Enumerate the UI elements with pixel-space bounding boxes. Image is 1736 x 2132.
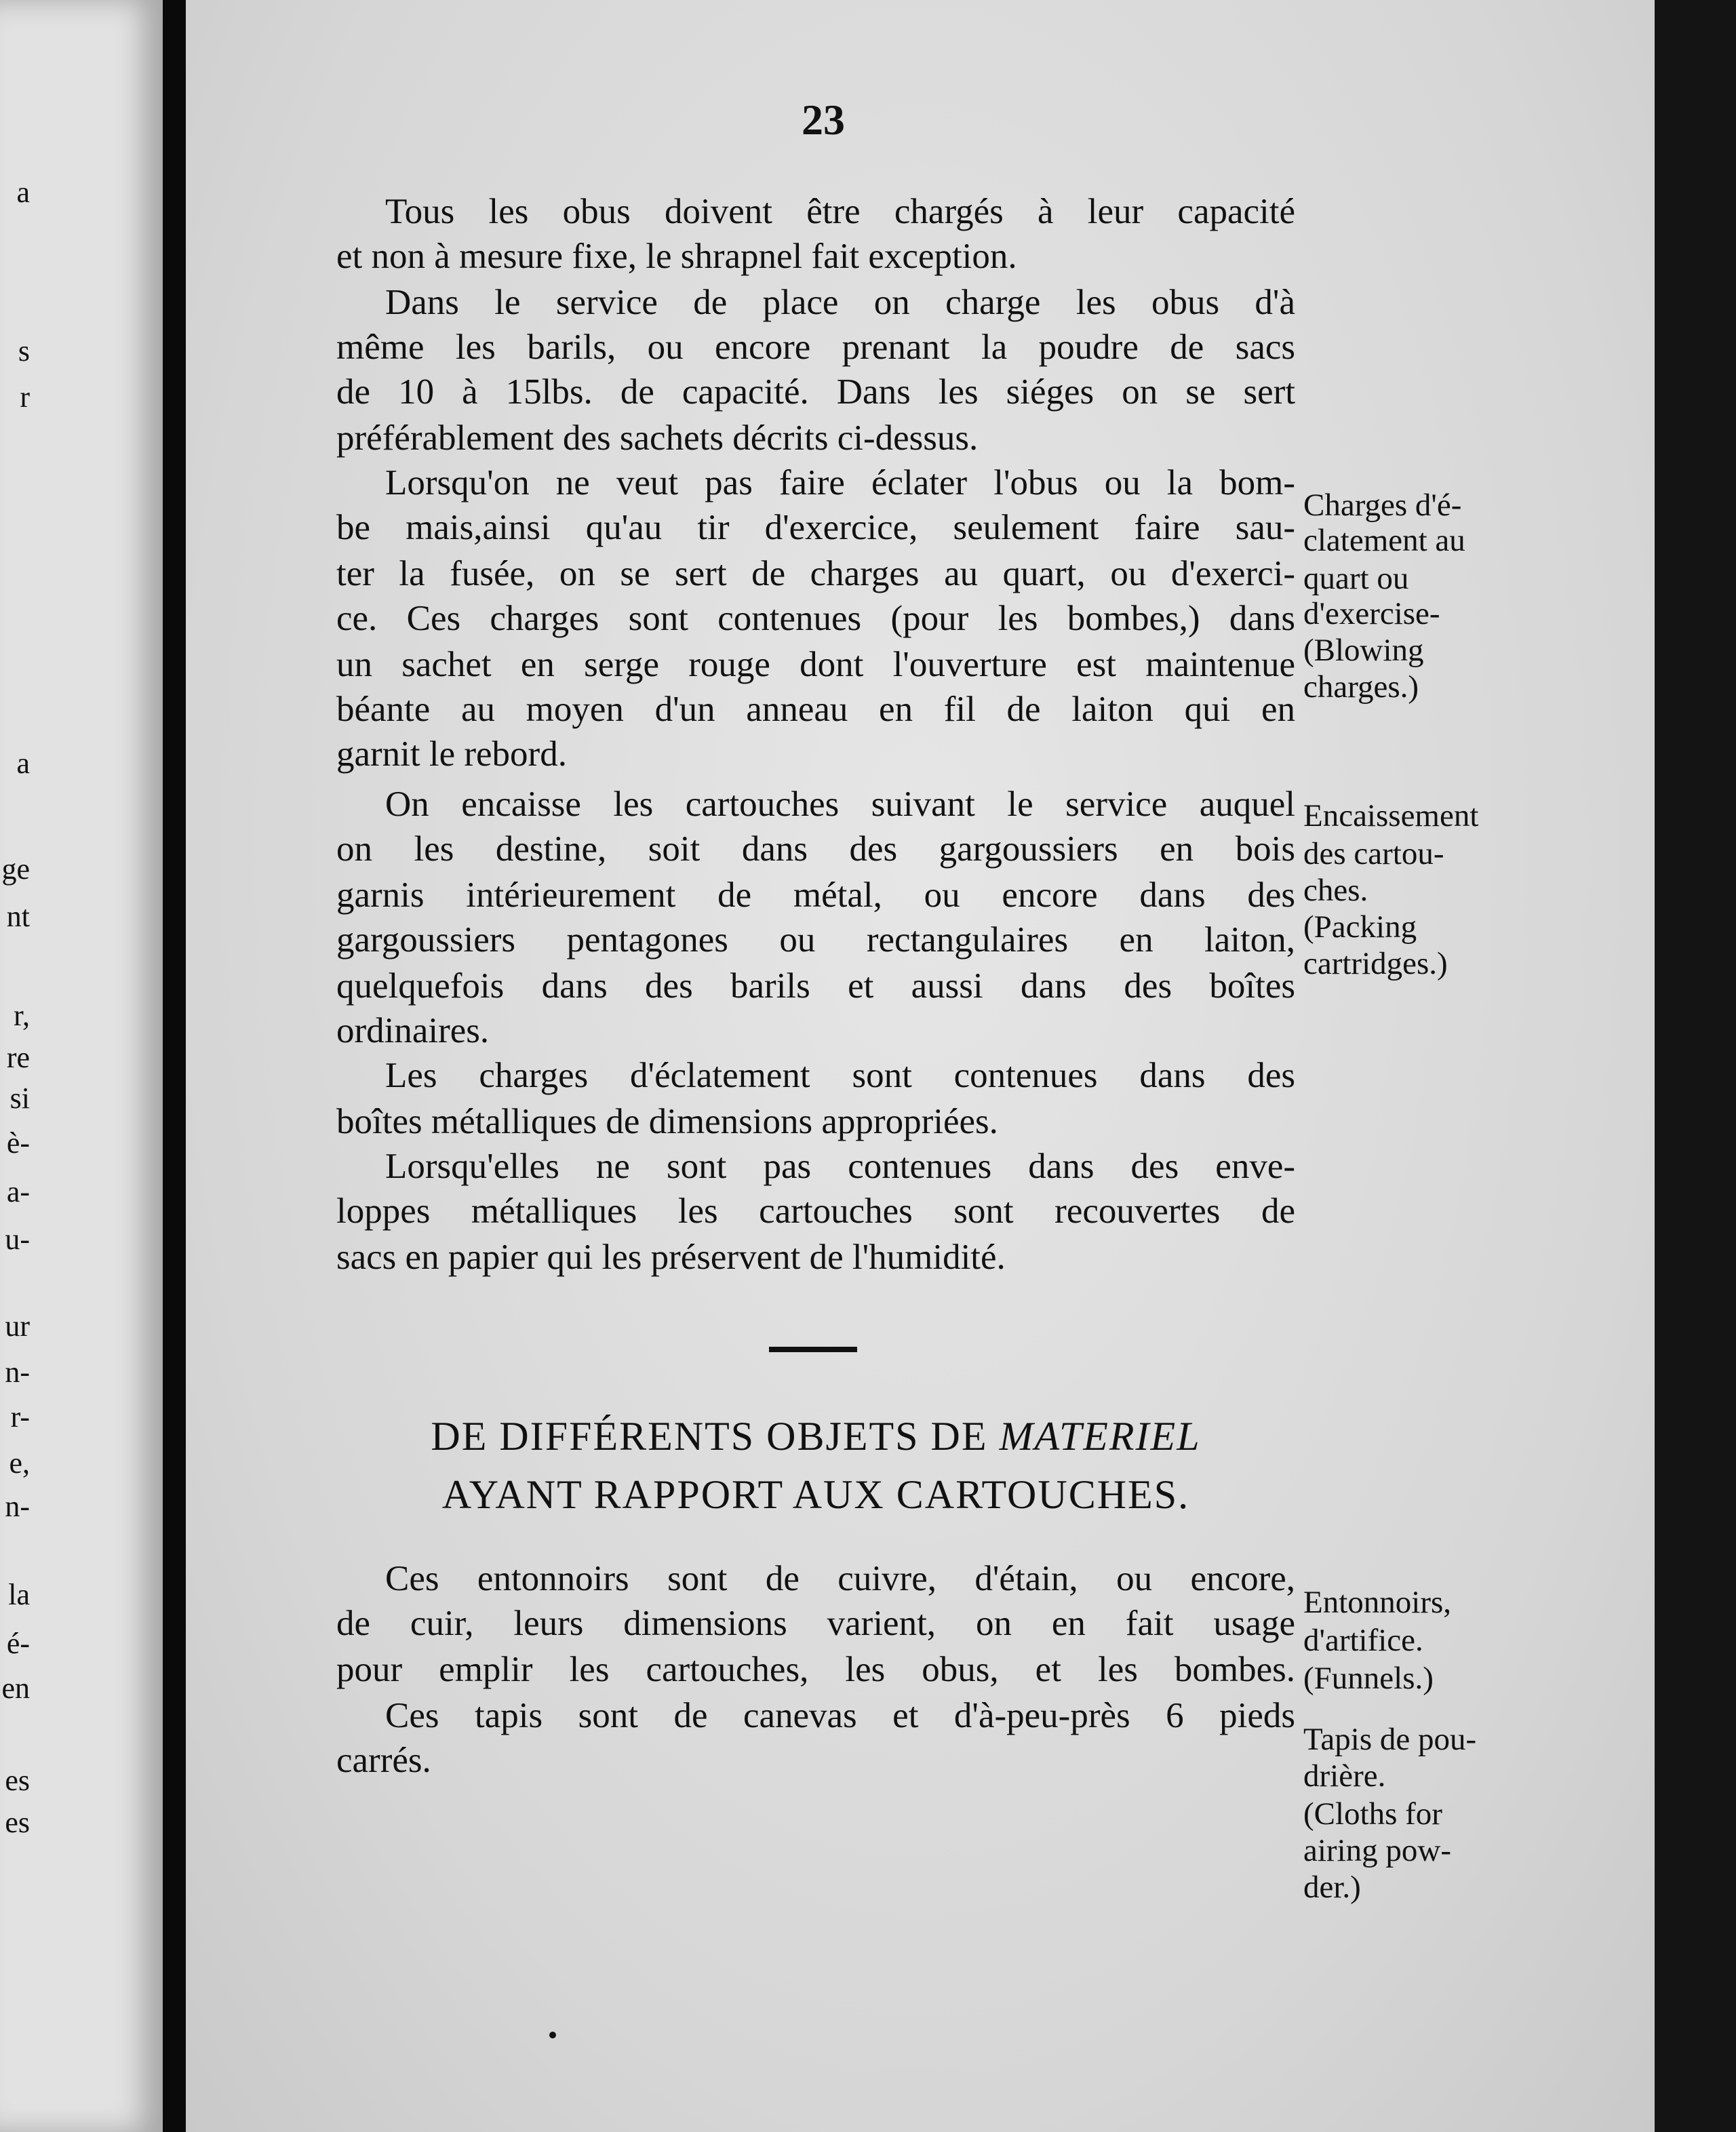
body-line: quelquefois dans des barils et aussi dans des boîtes	[336, 966, 1295, 1006]
margin-note: der.)	[1303, 1870, 1361, 1905]
body-line: Lorsqu'elles ne sont pas contenues dans des enve-	[385, 1147, 1295, 1186]
section-heading-text: DE DIFFÉRENTS OBJETS DE	[431, 1414, 988, 1459]
margin-note: (Packing	[1303, 909, 1417, 945]
margin-note: charges.)	[1303, 669, 1419, 705]
section-line: Ces tapis sont de canevas et d'à-peu-près 6 pieds	[385, 1696, 1295, 1735]
body-line: be mais,ainsi qu'au tir d'exercice, seulement faire sau-	[336, 508, 1295, 547]
section-line: de cuir, leurs dimensions varient, on en fait usage	[336, 1604, 1295, 1643]
facing-page-text: r,	[14, 999, 30, 1032]
body-line: Les charges d'éclatement sont contenues dans des	[385, 1056, 1295, 1095]
facing-page-text: a-	[6, 1175, 30, 1208]
body-line: Lorsqu'on ne veut pas faire éclater l'obus ou la bom-	[385, 463, 1295, 502]
facing-page-text: u-	[5, 1223, 30, 1256]
body-line: garnit le rebord.	[336, 734, 567, 774]
body-line: on les destine, soit dans des gargoussiers en bois	[336, 829, 1295, 869]
page-edge-shadow	[1655, 0, 1736, 2132]
body-line: ce. Ces charges sont contenues (pour les bombes,) dans	[336, 599, 1295, 638]
section-divider	[769, 1347, 857, 1352]
section-heading-italic: MATERIEL	[999, 1414, 1201, 1459]
body-line: loppes métalliques les cartouches sont recouvertes de	[336, 1191, 1295, 1231]
page-number: 23	[802, 96, 845, 144]
facing-page-text: è-	[6, 1126, 30, 1160]
margin-note: des cartou-	[1303, 836, 1444, 871]
body-line: de 10 à 15lbs. de capacité. Dans les siéges on se sert	[336, 372, 1295, 412]
body-line: préférablement des sachets décrits ci-dessus.	[336, 418, 979, 458]
facing-page-text: ge	[1, 852, 30, 886]
body-line: garnis intérieurement de métal, ou encore dans des	[336, 875, 1295, 915]
facing-page-text: e,	[9, 1446, 30, 1480]
margin-note: d'exercise-	[1303, 596, 1440, 631]
facing-page-text: si	[9, 1082, 30, 1115]
margin-note: clatement au	[1303, 523, 1465, 558]
margin-note: cartridges.)	[1303, 946, 1448, 981]
margin-note: Entonnoirs,	[1303, 1585, 1452, 1620]
facing-page-text: n-	[5, 1356, 30, 1389]
facing-page-text: re	[6, 1041, 30, 1074]
margin-note: (Funnels.)	[1303, 1661, 1434, 1696]
section-heading	[336, 1416, 1295, 1457]
facing-page-text: r	[20, 380, 30, 414]
facing-page-text: r-	[10, 1400, 30, 1434]
margin-note: (Cloths for	[1303, 1796, 1442, 1832]
body-line: On encaisse les cartouches suivant le service auquel	[385, 785, 1295, 824]
body-line: ter la fusée, on se sert de charges au quart, ou d'exerci-	[336, 554, 1295, 593]
facing-page-text: la	[8, 1578, 30, 1611]
section-line: pour emplir les cartouches, les obus, et les bombes.	[336, 1650, 1295, 1689]
margin-note: d'artifice.	[1303, 1623, 1423, 1658]
margin-note: drière.	[1303, 1758, 1386, 1794]
section-line: Ces entonnoirs sont de cuivre, d'étain, ou encore,	[385, 1559, 1295, 1598]
margin-note: airing pow-	[1303, 1833, 1451, 1868]
facing-page-text: n-	[5, 1490, 30, 1523]
body-line: boîtes métalliques de dimensions appropriées.	[336, 1102, 998, 1141]
body-line: et non à mesure fixe, le shrapnel fait exception.	[336, 237, 1017, 276]
facing-page-text: en	[1, 1672, 30, 1705]
facing-page-edge	[0, 0, 163, 2132]
facing-page-text: s	[18, 334, 30, 368]
body-line: ordinaires.	[336, 1011, 490, 1050]
body-line: même les barils, ou encore prenant la poudre de sacs	[336, 328, 1295, 367]
margin-note: quart ou	[1303, 561, 1409, 596]
facing-page-text: es	[5, 1764, 30, 1797]
body-line: sacs en papier qui les préservent de l'humidité.	[336, 1238, 1006, 1277]
book-gutter	[163, 0, 186, 2132]
margin-note: (Blowing	[1303, 633, 1424, 668]
facing-page-text: é-	[6, 1627, 30, 1660]
facing-page-text: es	[5, 1806, 30, 1839]
section-heading-line2: AYANT RAPPORT AUX CARTOUCHES.	[441, 1472, 1190, 1517]
body-line: Tous les obus doivent être chargés à leur capacité	[385, 192, 1295, 231]
body-line: Dans le service de place on charge les obus d'à	[385, 283, 1295, 322]
margin-note: Tapis de pou-	[1303, 1722, 1477, 1757]
margin-note: ches.	[1303, 873, 1368, 908]
facing-page-text: a	[16, 747, 30, 780]
body-line: béante au moyen d'un anneau en fil de laiton qui en	[336, 690, 1295, 729]
body-line: gargoussiers pentagones ou rectangulaires en laiton,	[336, 920, 1295, 960]
facing-page-text: nt	[6, 900, 30, 933]
section-line: carrés.	[336, 1741, 431, 1780]
margin-note: Encaissement	[1303, 798, 1479, 833]
margin-note: Charges d'é-	[1303, 488, 1462, 523]
facing-page-text: a	[16, 176, 30, 209]
facing-page-text: ur	[5, 1309, 30, 1343]
ink-speck	[549, 2032, 556, 2038]
body-line: un sachet en serge rouge dont l'ouverture est maintenue	[336, 645, 1295, 684]
